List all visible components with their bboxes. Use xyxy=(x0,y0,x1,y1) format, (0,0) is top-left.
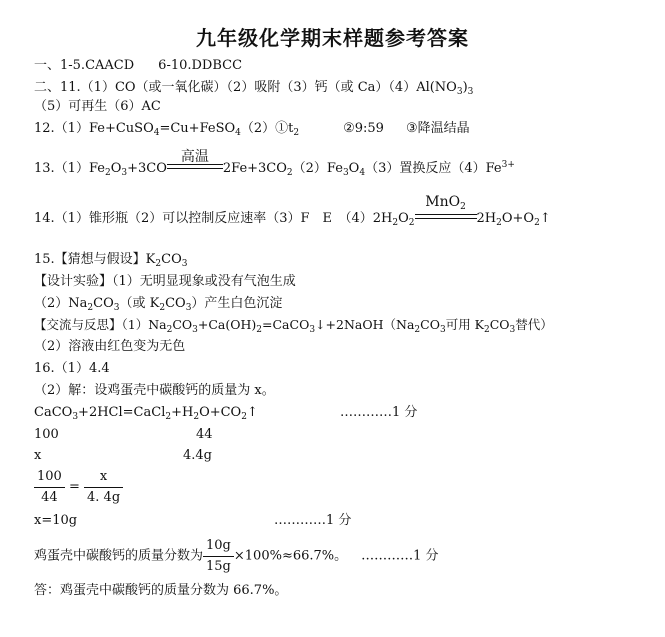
answer-text: ③降温结晶 xyxy=(405,121,470,136)
fraction-right xyxy=(84,468,123,507)
answer-text: 一、1-5.CAACD xyxy=(34,58,135,73)
subscript: 2 xyxy=(165,412,172,422)
subscript: 2 xyxy=(484,325,490,335)
subscript: 2 xyxy=(496,218,502,228)
answer-text: +3CO xyxy=(127,161,167,176)
answer-text: ②9:59 xyxy=(343,121,384,136)
answer-text: ↑ xyxy=(539,211,551,226)
subscript: 3 xyxy=(113,303,120,313)
answer-text: 6-10.DDBCC xyxy=(158,58,243,73)
subscript: 3 xyxy=(309,325,316,335)
answer-text: ↑ xyxy=(246,405,258,420)
answer-text: =CaCO xyxy=(262,317,310,332)
answer-text: O xyxy=(110,161,122,176)
score-mark: …………1 分 xyxy=(274,513,352,528)
answer-text: CaCO xyxy=(34,405,73,420)
answer-text: CO xyxy=(489,317,510,332)
percentage-line xyxy=(34,537,439,576)
subscript: 3 xyxy=(121,168,128,178)
mass-row-b: 44 xyxy=(196,427,213,442)
answer-text: CO xyxy=(420,317,440,332)
answer-text: +H xyxy=(171,405,194,420)
subscript: 2 xyxy=(256,325,263,335)
subscript: 2 xyxy=(193,412,200,422)
answer-text: CO xyxy=(161,252,182,267)
answer-text: O xyxy=(398,211,409,226)
subscript: 2 xyxy=(414,325,421,335)
denominator: 44 xyxy=(41,490,58,505)
proportion xyxy=(34,468,123,507)
answer-text: O xyxy=(348,161,360,176)
answer-line-15e: （2）溶液由红色变为无色 xyxy=(34,339,186,354)
answer-line-11b: （5）可再生（6）AC xyxy=(34,99,161,114)
answer-line-13 xyxy=(34,149,515,181)
answer-line-15b: 【设计实验】（1）无明显现象或没有气泡生成 xyxy=(34,274,296,289)
subscript: 2 xyxy=(460,202,466,212)
denominator: 4. 4g xyxy=(87,490,121,505)
subscript: 2 xyxy=(392,218,399,228)
subscript: 2 xyxy=(104,168,111,178)
condition-text: MnO xyxy=(425,194,461,210)
condition-label xyxy=(415,194,477,215)
answer-text: O+CO xyxy=(199,405,242,420)
subscript: 4 xyxy=(359,168,366,178)
answer-text: （2）①t xyxy=(240,121,294,136)
denominator: 15g xyxy=(206,559,231,574)
subscript: 2 xyxy=(87,303,94,313)
answer-text: 2H xyxy=(476,211,497,226)
answer-line-16: 16.（1）4.4 xyxy=(34,361,110,376)
final-answer: 答：鸡蛋壳中碳酸钙的质量分数为 66.7%。 xyxy=(34,583,288,598)
answer-text: （或 K xyxy=(119,296,160,311)
unknown-row-a: x xyxy=(34,448,42,463)
answer-text: （2）Fe xyxy=(292,161,343,176)
answer-line-1-10 xyxy=(34,58,242,74)
answer-text: （3）置换反应（4）Fe xyxy=(365,161,502,176)
score-mark: …………1 分 xyxy=(361,548,439,564)
answer-line-15 xyxy=(34,252,187,272)
answer-text: CO xyxy=(172,317,193,332)
answer-line-16b: （2）解：设鸡蛋壳中碳酸钙的质量为 x。 xyxy=(34,383,275,398)
equals-sign: = xyxy=(68,479,80,495)
answer-text: CO xyxy=(165,296,186,311)
answer-text: 12.（1）Fe+CuSO xyxy=(34,121,154,136)
answer-line-12 xyxy=(34,121,470,141)
subscript: 2 xyxy=(286,168,293,178)
answer-text: O+O xyxy=(501,211,535,226)
subscript: 2 xyxy=(241,412,247,422)
reaction-condition xyxy=(167,149,223,177)
numerator: 100 xyxy=(34,468,65,488)
subscript: 3 xyxy=(185,303,192,313)
answer-line-15c xyxy=(34,296,282,316)
subscript: 4 xyxy=(235,128,241,138)
subscript: 2 xyxy=(166,325,173,335)
numerator: 10g xyxy=(203,537,234,557)
subscript: 2 xyxy=(293,128,300,138)
answer-text: 【交流与反思】（1）Na xyxy=(34,317,167,332)
answer-text: 14.（1）锥形瓶（2）可以控制反应速率（3）F E （4）2H xyxy=(34,211,393,226)
answer-line-15d xyxy=(34,317,553,338)
answer-text: （2）Na xyxy=(34,296,88,311)
answer-text: CO xyxy=(93,296,114,311)
subscript: 4 xyxy=(153,128,160,138)
answer-text: 鸡蛋壳中碳酸钙的质量分数为 xyxy=(34,548,204,564)
answer-line-11 xyxy=(34,80,473,100)
answer-line-14 xyxy=(34,194,551,231)
fraction-left xyxy=(34,468,65,507)
answer-text: ↓+2NaOH（Na xyxy=(315,317,415,332)
answer-text: +Ca(OH) xyxy=(197,317,257,332)
subscript: 2 xyxy=(159,303,166,313)
unknown-row-b: 4.4g xyxy=(183,448,212,463)
answer-text: 13.（1）Fe xyxy=(34,161,105,176)
answer-text: ) xyxy=(462,80,468,95)
answer-text: 15.【猜想与假设】K xyxy=(34,252,156,267)
equation-line xyxy=(34,405,258,425)
fraction xyxy=(203,537,234,576)
score-mark: …………1 分 xyxy=(340,405,418,420)
answer-text: =Cu+FeSO xyxy=(159,121,236,136)
condition-label: 高温 xyxy=(180,149,209,165)
subscript: 3 xyxy=(192,325,198,335)
subscript: 3 xyxy=(467,87,474,97)
subscript: 3 xyxy=(342,168,349,178)
superscript: 3+ xyxy=(501,160,515,170)
answer-text: 替代） xyxy=(515,317,553,332)
answer-text: 2Fe+3CO xyxy=(222,161,287,176)
subscript: 3 xyxy=(72,412,79,422)
subscript: 2 xyxy=(155,259,162,269)
subscript: 3 xyxy=(439,325,446,335)
subscript: 2 xyxy=(408,218,415,228)
subscript: 3 xyxy=(181,259,188,269)
page-title: 九年级化学期末样题参考答案 xyxy=(196,26,469,50)
numerator: x xyxy=(84,468,123,488)
answer-text: 二、11.（1）CO（或一氧化碳）（2）吸附（3）钙（或 Ca）（4）Al(NO xyxy=(34,80,457,95)
answer-text: ）产生白色沉淀 xyxy=(191,296,283,311)
result-line: x=10g xyxy=(34,513,78,528)
reaction-condition xyxy=(415,194,477,227)
mass-row-a: 100 xyxy=(34,427,59,442)
subscript: 3 xyxy=(456,87,463,97)
subscript: 2 xyxy=(534,218,540,228)
answer-text: 可用 K xyxy=(445,317,484,332)
answer-text: +2HCl=CaCl xyxy=(78,405,166,420)
subscript: 3 xyxy=(509,325,516,335)
answer-text: ×100%≈66.7%。 xyxy=(233,548,348,564)
